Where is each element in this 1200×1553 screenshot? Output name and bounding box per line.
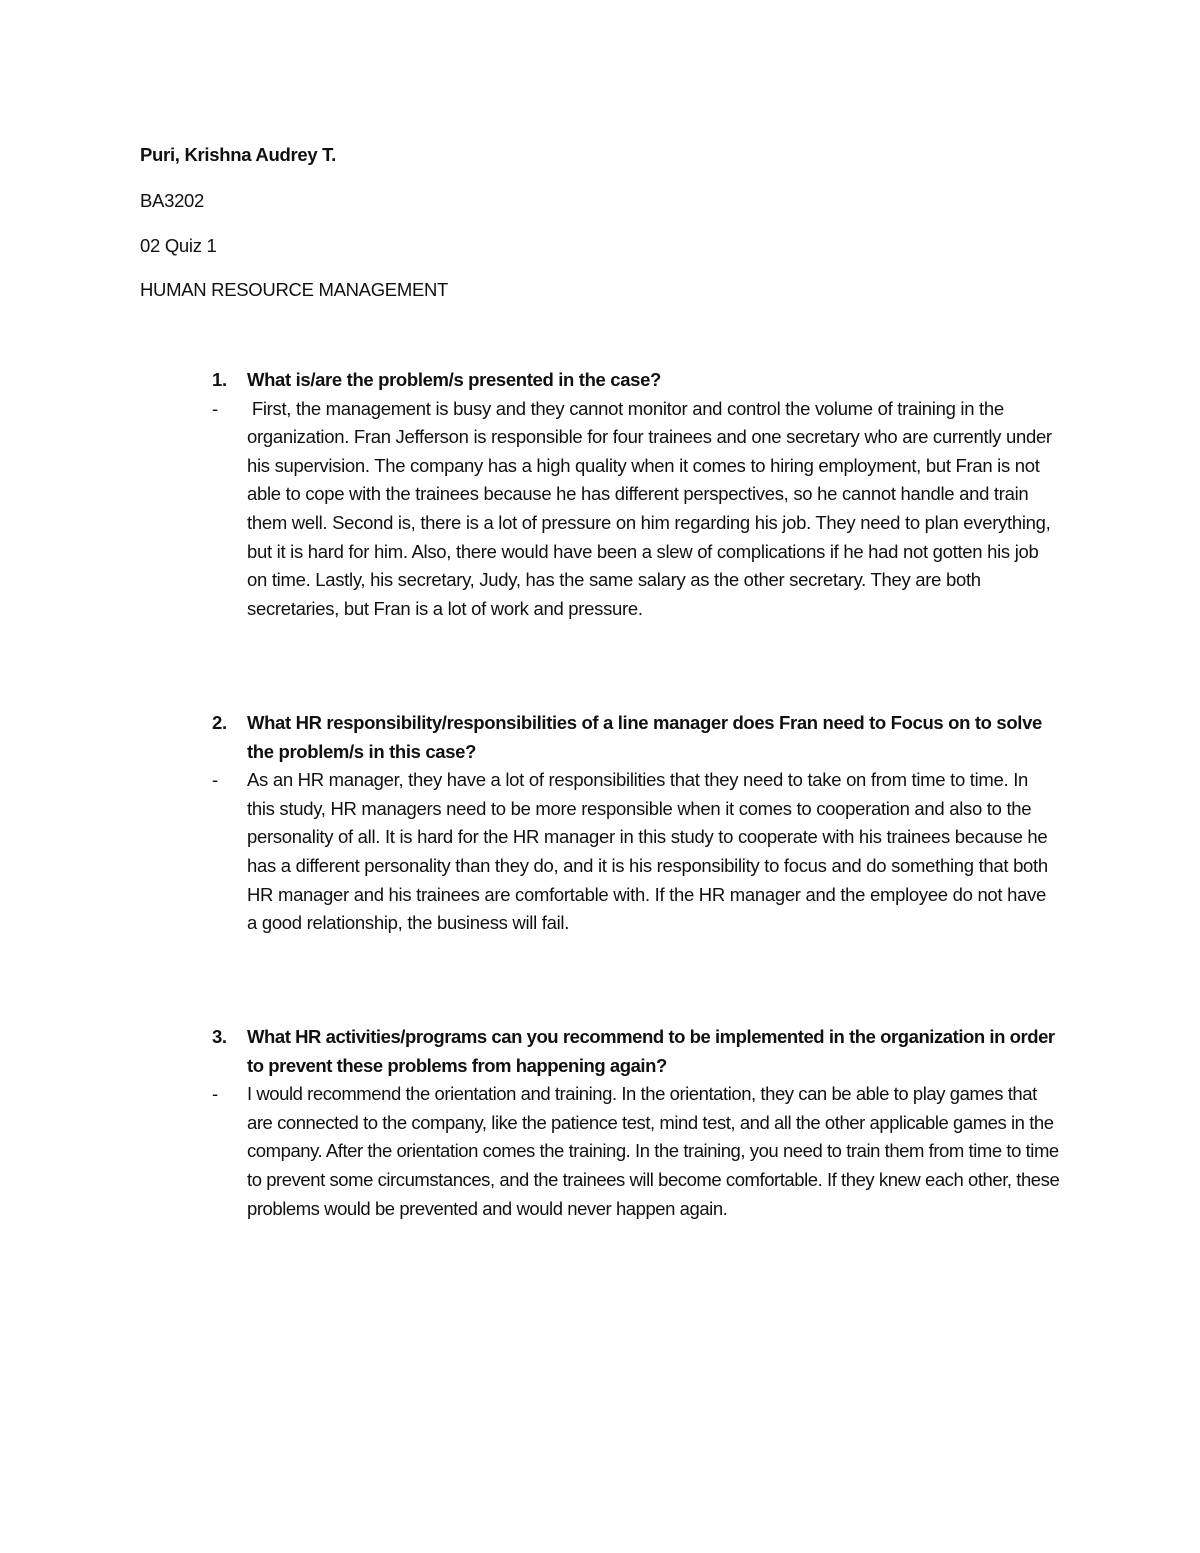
question-heading-2 (140, 709, 1060, 766)
question-text-3: What HR activities/programs can you recommend to be implemented in the organization in order to prevent these problems from happening again? (247, 1026, 1055, 1076)
question-heading-1 (140, 366, 1060, 395)
question-number-2: 2. (212, 712, 227, 733)
question-number-1: 1. (212, 369, 227, 390)
answer-bullet-3: - (212, 1083, 218, 1105)
answer-text-3: I would recommend the orientation and training. In the orientation, they can be able to play games that are connected to the company, like the patience test, mind test, and all the other applicable games in the company. After the orientation comes the training. In the training, you need to train them from time to time to prevent some circumstances, and the trainees will become comfortable. If they knew each other, these problems would be prevented and would never happen again. (247, 1083, 1060, 1219)
question-text-1: What is/are the problem/s presented in the case? (247, 369, 661, 390)
quiz-title: 02 Quiz 1 (140, 235, 217, 256)
student-name: Puri, Krishna Audrey T. (140, 144, 336, 165)
answer-item-1 (140, 395, 1060, 624)
answer-item-3 (140, 1080, 1060, 1223)
question-heading-3 (140, 1023, 1060, 1080)
section-code: BA3202 (140, 190, 205, 211)
question-block-1 (140, 366, 1060, 623)
answer-item-2 (140, 766, 1060, 938)
answer-bullet-2: - (212, 769, 218, 791)
answer-bullet-1: - (212, 397, 218, 419)
subject-title: HUMAN RESOURCE MANAGEMENT (140, 279, 449, 300)
answer-text-1: First, the management is busy and they cannot monitor and control the volume of training in the organization. Fran Jefferson is responsible for four trainees and one secretary who are currently under his supervision. The company has a high quality when it comes to hiring employment, but Fran is not able to cope with the trainees because he has different perspectives, so he cannot handle and train them well. Second is, there is a lot of pressure on him regarding his job. They need to plan everything, but it is hard for him. Also, there would have been a slew of complications if he had not gotten his job on time. Lastly, his secretary, Judy, has the same salary as the other secretary. They are both secretaries, but Fran is a lot of work and pressure. (247, 397, 1057, 619)
question-number-3: 3. (212, 1026, 227, 1047)
answer-text-2: As an HR manager, they have a lot of responsibilities that they need to take on from time to time. In this study, HR managers need to be more responsible when it comes to cooperation and also to the personality of all. It is hard for the HR manager in this study to cooperate with his trainees because he has a different personality than they do, and it is his responsibility to focus and do something that both HR manager and his trainees are comfortable with. If the HR manager and the employee do not have a good relationship, the business will fail. (247, 769, 1048, 934)
question-text-2: What HR responsibility/responsibilities of a line manager does Fran need to Focus on to solve the problem/s in this case? (247, 712, 1042, 762)
question-block-3 (140, 1023, 1060, 1223)
question-block-2 (140, 709, 1060, 938)
